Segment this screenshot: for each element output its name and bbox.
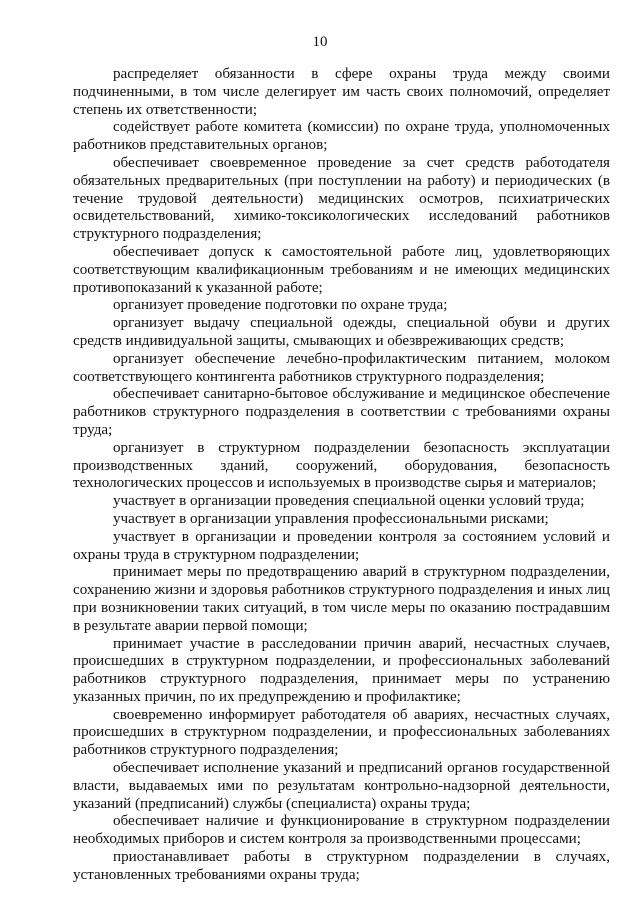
paragraph: организует проведение подготовки по охране труда;: [113, 297, 448, 314]
paragraph: участвует в организации управления профессиональными рисками;: [113, 510, 549, 527]
paragraph: организует обеспечение лечебно-профилактическим питанием, молоком соответствующего контингента работников структурного подразделения;: [73, 350, 610, 385]
paragraph: своевременно информирует работодателя об авариях, несчастных случаях, происшедших в структурном подразделении, и профессиональных заболеваниях работников структурного подразделения;: [73, 706, 610, 759]
paragraph: приостанавливает работы в структурном подразделении в случаях, установленных требованиями охраны труда;: [73, 849, 610, 883]
page-number: 10: [312, 34, 328, 50]
paragraph: организует выдачу специальной одежды, специальной обуви и других средств индивидуальной защиты, смывающих и обезвреживающих средств;: [73, 315, 610, 349]
paragraph: обеспечивает санитарно-бытовое обслуживание и медицинское обеспечение работников структурного подразделения в соответствии с требованиями охраны труда;: [73, 386, 610, 438]
paragraph: принимает участие в расследовании причин аварий, несчастных случаев, происшедших в структурном подразделении, и профессиональных заболеваний работников структурного подразделения, принимает меры по устранению указанных причин, по их предупреждению и профилактике;: [73, 635, 610, 705]
paragraph: обеспечивает допуск к самостоятельной работе лиц, удовлетворяющих соответствующим квалификационным требованиям и не имеющих медицинских противопоказаний к указанной работе;: [73, 243, 610, 296]
paragraph: обеспечивает исполнение указаний и предписаний органов государственной власти, выдаваемых ими по результатам контрольно-надзорной деятельности, указаний (предписаний) службы (специалиста) охраны труда;: [73, 760, 610, 812]
paragraph: участвует в организации и проведении контроля за состоянием условий и охраны труда в структурном подразделении;: [73, 528, 610, 563]
paragraph: принимает меры по предотвращению аварий в структурном подразделении, сохранению жизни и здоровья работников структурного подразделения и иных лиц при возникновении таких ситуаций, в том числе меры по оказанию пострадавшим в результате аварии первой помощи;: [73, 564, 610, 634]
paragraph: участвует в организации проведения специальной оценки условий труда;: [113, 493, 585, 510]
paragraph: обеспечивает наличие и функционирование в структурном подразделении необходимых приборов и систем контроля за производственными процессами;: [73, 813, 610, 848]
paragraph: организует в структурном подразделении безопасность эксплуатации производственных зданий, сооружений, оборудования, безопасность технологических процессов и используемых в производстве сырья и материалов;: [73, 439, 610, 492]
paragraph: обеспечивает своевременное проведение за счет средств работодателя обязательных предварительных (при поступлении на работу) и периодических (в течение трудовой деятельности) медицинских осмотров, психиатрических освидетельствований, химико-токсикологических исследований работников структурного подразделения;: [73, 154, 610, 243]
paragraph: распределяет обязанности в сфере охраны труда между своими подчиненными, в том числе делегирует им часть своих полномочий, определяет степень их ответственности;: [73, 66, 610, 118]
document-body: [73, 66, 610, 885]
paragraph: содействует работе комитета (комиссии) по охране труда, уполномоченных работников представительных органов;: [73, 119, 610, 154]
